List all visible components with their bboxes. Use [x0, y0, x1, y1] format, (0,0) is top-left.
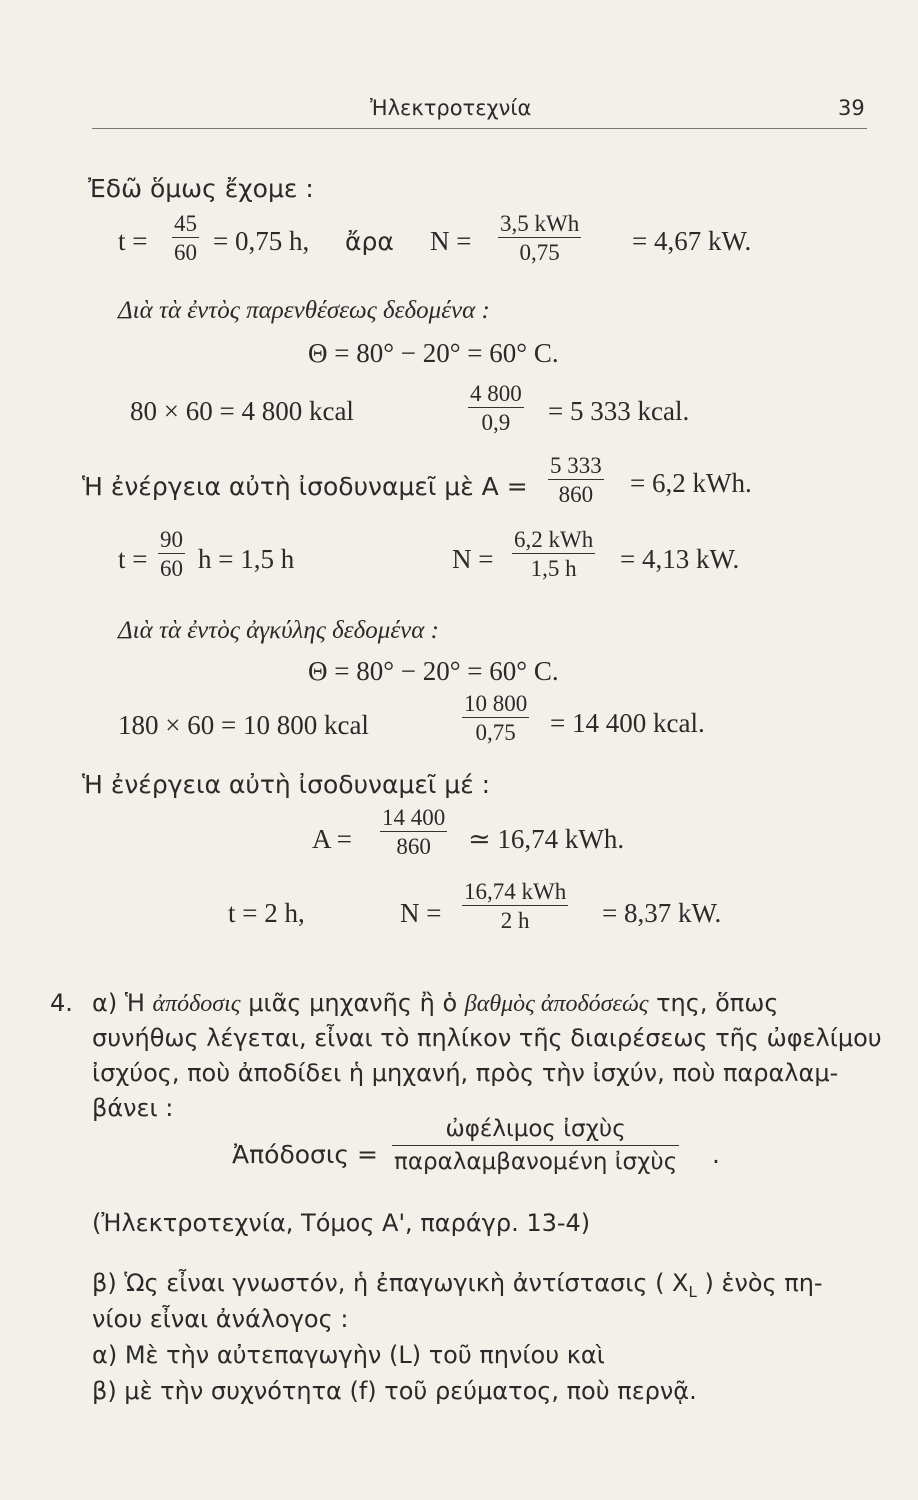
n-denominator: 1,5 h	[530, 556, 577, 582]
heat-denominator: 0,9	[481, 410, 511, 436]
section-brackets-t-lhs: t =	[118, 544, 148, 574]
eq1-n-fraction	[498, 212, 581, 264]
eq1-lhs: t =	[118, 226, 148, 256]
item4-line3: ἰσχύος, ποὺ ἀποδίδει ἡ μηχανή, πρὸς τὴν ἰσχύν, ποὺ παραλαμ-	[92, 1059, 839, 1087]
fraction-bar	[392, 1145, 679, 1146]
item4-b-subscript: L	[688, 1282, 697, 1301]
item4-formula-dot: .	[712, 1140, 720, 1169]
fraction-bar	[512, 553, 595, 554]
item4-line1-d: βαθμὸς ἀποδόσεώς	[464, 991, 649, 1017]
t-denominator: 60	[160, 556, 183, 582]
eq1-result: = 0,75 h,	[213, 226, 310, 256]
section-brackets-energy-text: Ἡ ἐνέργεια αὐτὴ ἰσοδυναμεῖ μὲ A =	[82, 472, 528, 501]
item4-b-line1-text: β) Ὡς εἶναι γνωστόν, ἡ ἐπαγωγικὴ ἀντίστασις ( X	[92, 1269, 689, 1297]
section-angle-title: Διὰ τὰ ἐντὸς ἀγκύλης δεδομένα :	[118, 617, 439, 644]
eq1-ara: ἄρα	[345, 227, 394, 256]
section-angle-heat-fraction	[462, 692, 529, 744]
section-angle-a-result: ≃ 16,74 kWh.	[468, 824, 625, 854]
eq1-numerator: 45	[174, 211, 197, 236]
item4-formula-lhs: Ἀπόδοσις =	[232, 1140, 378, 1169]
section-angle-heat: 180 × 60 = 10 800 kcal	[118, 710, 369, 740]
eq1-fraction	[172, 212, 199, 264]
section-brackets-title: Διὰ τὰ ἐντὸς παρενθέσεως δεδομένα :	[118, 297, 490, 324]
heat-denominator: 0,75	[475, 720, 516, 746]
fraction-bar	[462, 717, 529, 718]
item4-line1-b: ἀπόδοσις	[152, 991, 241, 1017]
item4-line1	[92, 986, 778, 1022]
fraction-bar	[468, 407, 524, 408]
item4-b-line2: νίου εἶναι ἀνάλογος :	[92, 1305, 349, 1333]
section-brackets-n-result: = 4,13 kW.	[620, 544, 740, 574]
section-brackets-heat: 80 × 60 = 4 800 kcal	[130, 396, 354, 426]
t-numerator: 90	[160, 527, 183, 552]
section-angle-t-text: t = 2 h,	[228, 898, 305, 928]
item4-line2: συνήθως λέγεται, εἶναι τὸ πηλίκον τῆς διαιρέσεως τῆς ὠφελίμου	[92, 1024, 882, 1052]
a-denominator: 860	[396, 834, 431, 860]
n-numerator: 16,74 kWh	[464, 879, 567, 904]
eq1-denominator: 60	[174, 240, 197, 266]
item4-line1-c: μιᾶς μηχανῆς ἢ ὁ	[248, 989, 458, 1017]
section-brackets-energy-result: = 6,2 kWh.	[630, 468, 752, 498]
intro-text: Ἐδῶ ὅμως ἔχομε :	[88, 174, 314, 203]
section-angle-a-lhs: A =	[312, 824, 352, 854]
section-brackets-heat-fraction	[468, 382, 524, 434]
item4-b-b: β) μὲ τὴν συχνότητα (f) τοῦ ρεύματος, ποὺ περνᾷ.	[92, 1377, 697, 1405]
section-angle-n-fraction	[462, 880, 568, 932]
formula-denominator: παραλαμβανομένη ἰσχὺς	[394, 1149, 678, 1176]
item4-b-line1-end: ) ἑνὸς πη-	[696, 1269, 823, 1297]
item4-b-a: α) Μὲ τὴν αὐτεπαγωγὴν (L) τοῦ πηνίου καὶ	[92, 1341, 605, 1369]
item4-line1-e: της, ὅπως	[656, 989, 779, 1017]
section-angle-a-fraction	[380, 806, 447, 858]
fraction-bar	[172, 237, 199, 238]
section-angle-theta: Θ = 80° − 20° = 60° C.	[308, 656, 559, 686]
section-brackets-t-fraction	[158, 528, 185, 580]
fraction-bar	[380, 831, 447, 832]
eq1-n-result: = 4,67 kW.	[632, 226, 752, 256]
header-rule	[92, 128, 867, 129]
heat-numerator: 4 800	[470, 381, 522, 406]
item4-line1-a: α) Ἡ	[92, 989, 145, 1017]
section-angle-n-result: = 8,37 kW.	[602, 898, 722, 928]
item4-reference: (Ἠλεκτροτεχνία, Τόμος Α', παράγρ. 13-4)	[92, 1209, 591, 1237]
eq1-n-denominator: 0,75	[519, 240, 560, 266]
item4-number: 4.	[50, 989, 73, 1017]
formula-numerator: ὠφέλιμος ἰσχὺς	[445, 1116, 626, 1142]
section-angle-n-lhs: N =	[400, 898, 442, 928]
energy-numerator: 5 333	[550, 453, 602, 478]
fraction-bar	[462, 905, 568, 906]
fraction-bar	[498, 237, 581, 238]
item4-line4: βάνει :	[92, 1094, 174, 1122]
eq1-n-numerator: 3,5 kWh	[500, 211, 580, 236]
running-header-title: Ἠλεκτροτεχνία	[370, 96, 532, 120]
item4-formula-fraction	[392, 1118, 679, 1174]
section-brackets-heat-result: = 5 333 kcal.	[548, 396, 690, 426]
section-brackets-energy-fraction	[548, 454, 604, 506]
section-brackets-theta: Θ = 80° − 20° = 60° C.	[308, 338, 559, 368]
page-number: 39	[838, 96, 865, 120]
n-denominator: 2 h	[500, 908, 530, 934]
fraction-bar	[158, 553, 185, 554]
a-numerator: 14 400	[382, 805, 446, 830]
heat-numerator: 10 800	[464, 691, 528, 716]
fraction-bar	[548, 479, 604, 480]
section-angle-energy-text: Ἡ ἐνέργεια αὐτὴ ἰσοδυναμεῖ μέ :	[82, 770, 491, 799]
section-angle-heat-result: = 14 400 kcal.	[550, 708, 705, 738]
energy-denominator: 860	[558, 482, 594, 508]
n-numerator: 6,2 kWh	[514, 527, 594, 552]
section-brackets-n-fraction	[512, 528, 595, 580]
section-brackets-t-result: h = 1,5 h	[198, 544, 295, 574]
section-brackets-n-lhs: N =	[452, 544, 494, 574]
eq1-n-lhs: N =	[430, 226, 472, 256]
